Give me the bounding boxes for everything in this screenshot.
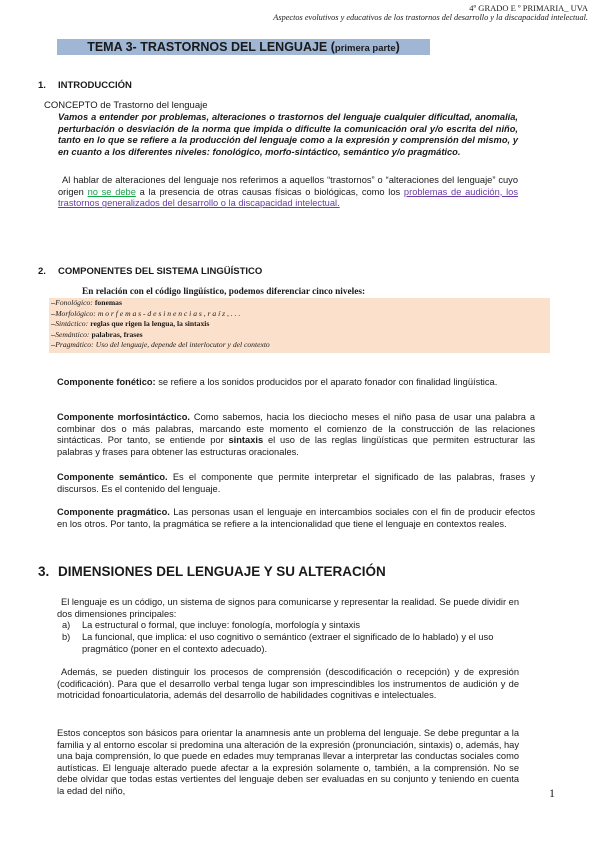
level-semantico: –Semántico: palabras, frases <box>51 329 143 339</box>
level-morfologico: –Morfológico: m o r f e m a s - d e s i n e n c i a s , r a í z , . . . <box>51 308 241 318</box>
page-number: 1 <box>549 786 555 800</box>
levels-box <box>49 298 550 353</box>
header-subject: Aspectos evolutivos y educativos de los trastornos del desarrollo y la discapacidad intelectual. <box>273 13 588 22</box>
componente-pragmatico: Componente pragmático. Las personas usan el lenguaje en intercambios sociales con el fin de producir efectos en los otros. Por tanto, la pragmática se refiere a la intencionalidad que tiene el lenguaje en contextos reales. <box>57 507 535 529</box>
dimension-item-b: b) La funcional, que implica: el uso cognitivo o semántico (extraer el significado de lo hablado) y el uso pragmático (poner en el contexto adecuado). <box>62 632 494 654</box>
section-2-heading: 2. COMPONENTES DEL SISTEMA LINGÜÍSTICO <box>38 266 263 277</box>
section-3-heading: 3. DIMENSIONES DEL LENGUAJE Y SU ALTERACIÓN <box>38 564 386 579</box>
level-fonologico: –Fonológico: fonemas <box>51 298 122 307</box>
levels-intro: En relación con el código lingüístico, podemos diferenciar cinco niveles: <box>82 287 366 297</box>
concept-label: CONCEPTO de Trastorno del lenguaje <box>44 100 208 111</box>
componente-fonetico: Componente fonético: se refiere a los sonidos producidos por el aparato fonador con finalidad lingüística. <box>57 377 498 387</box>
highlight-no-se-debe: no se debe <box>87 186 136 197</box>
title-subtitle: primera parte <box>334 43 396 54</box>
section-3-intro: El lenguaje es un código, un sistema de signos para comunicarse y representar la realidad. Se puede dividir en dos dimensiones principales: <box>57 597 519 619</box>
concept-text: Vamos a entender por problemas, alteraciones o trastornos del lenguaje cualquier dificultad, anomalía, perturbación o desviación de la norma que impida o dificulte la comunicación oral y/o escrita del niño, tanto en lo que se refiere a la producción del lenguaje como a la expresión y comprensión del mismo, y en cuanto a los diferentes niveles: fonológico, morfo-sintáctico, semántico y/o pragmático. <box>58 112 518 157</box>
header-course: 4º GRADO E º PRIMARIA_ UVA <box>469 3 588 13</box>
section-1-heading: 1. INTRODUCCIÓN <box>38 80 132 91</box>
level-pragmatico: –Pragmático: Uso del lenguaje, depende del interlocutor y del contexto <box>51 340 270 350</box>
section-3-anamnesis: Estos conceptos son básicos para orientar la anamnesis ante un problema del lenguaje. Se debe preguntar a la familia y al entorno escolar si predomina una alteración de la expresión (pronunciación, sintaxis) o, además, hay una baja comprensión, lo que puede en edades muy tempranas llevar a interpretar las conductas sociales como autísticas. El lenguaje alterado puede afectar a la expresión solamente o, también, a la comprensión. No se debe olvidar que todas estas vertientes del lenguaje deben ser evaluadas en su conjunto y teniendo en cuenta la edad del niño, <box>57 728 519 796</box>
alteraciones-paragraph: Al hablar de alteraciones del lenguaje nos referimos a aquellos “trastornos” o “alteraciones del lenguaje” cuyo origen no se debe a la presencia de otras causas físicas o biológicas, como los problemas de audición, los trastornos generalizados del desarrollo o la discapacidad intelectual. <box>58 175 518 209</box>
componente-semantico: Componente semántico. Es el componente que permite interpretar el significado de las palabras, frases y discursos. Es el contenido del lenguaje. <box>57 472 536 494</box>
level-sintactico: –Sintáctico: reglas que rigen la lengua, la sintaxis <box>51 319 210 329</box>
section-3-processes: Además, se pueden distinguir los procesos de comprensión (descodificación o recepción) y de expresión (codificación). Para que el desarrollo verbal tenga lugar son imprescindibles los instrumentos de audición y de motricidad fonoarticulatoria, además del desarrollo de habilidades cognitivas e intelectuales. <box>57 667 519 701</box>
highlight-causas: problemas de audición, los trastornos generalizados del desarrollo o la discapacidad intelectual. <box>58 186 518 209</box>
componente-morfosintactico: Componente morfosintáctico. Como sabemos, hacia los dieciocho meses el niño pasa de usar una palabra a combinar dos o más palabras, marcando este momento el comienzo de la construcción de las relaciones sintácticas. Por tanto, se entiende por sintaxis el uso de las reglas lingüísticas que permiten estructurar las palabras y frases para obtener las estructuras oracionales. <box>57 412 535 457</box>
dimension-item-a: a) La estructural o formal, que incluye: fonología, morfología y sintaxis <box>62 620 361 630</box>
page-title: TEMA 3- TRASTORNOS DEL LENGUAJE (primera parte) <box>87 40 400 54</box>
